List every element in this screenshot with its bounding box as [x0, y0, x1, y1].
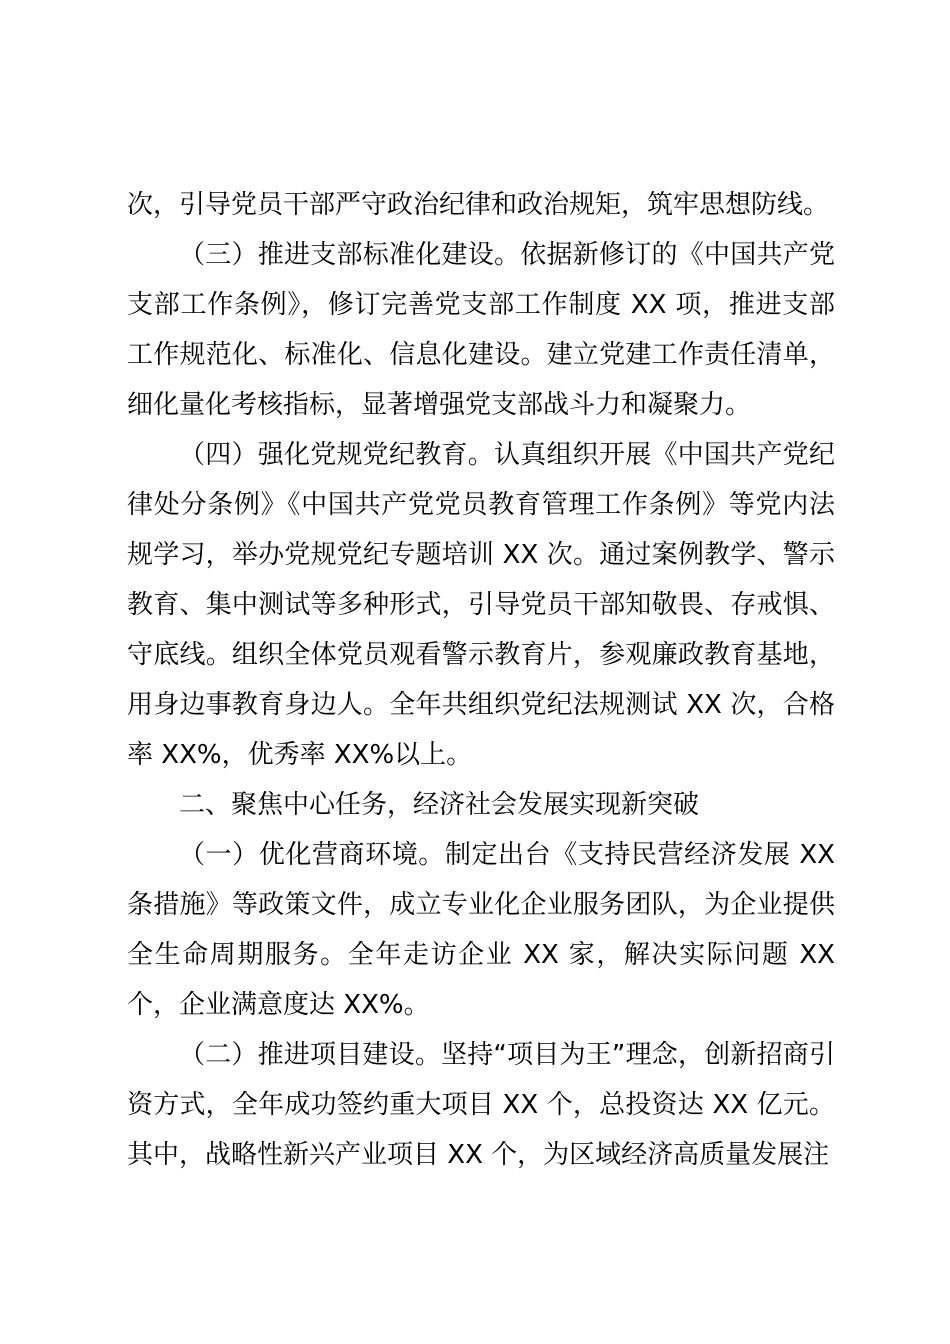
paragraph-section-3: （三）推进支部标准化建设。依据新修订的《中国共产党支部工作条例》，修订完善党支部工作制度 XX 项，推进支部工作规范化、标准化、信息化建设。建立党建工作责任清单，细化量化考核指标，显著增强党支部战斗力和凝聚力。 [127, 240, 835, 420]
document-body [127, 180, 835, 1180]
paragraph-subsection-1: （一）优化营商环境。制定出台《支持民营经济发展 XX 条措施》等政策文件，成立专业化企业服务团队，为企业提供全生命周期服务。全年走访企业 XX 家，解决实际问题 XX 个，企业满意度达 XX%。 [127, 840, 835, 1020]
section-heading-2: 二、聚焦中心任务，经济社会发展实现新突破 [179, 790, 700, 820]
paragraph-section-4: （四）强化党规党纪教育。认真组织开展《中国共产党纪律处分条例》《中国共产党党员教育管理工作条例》等党内法规学习，举办党规党纪专题培训 XX 次。通过案例教学、警示教育、集中测试等多种形式，引导党员干部知敬畏、存戒惧、守底线。组织全体党员观看警示教育片，参观廉政教育基地，用身边事教育身边人。全年共组织党纪法规测试 XX 次，合格率 XX%，优秀率 XX%以上。 [127, 440, 835, 770]
paragraph-subsection-2: （二）推进项目建设。坚持“项目为王”理念，创新招商引资方式，全年成功签约重大项目 XX 个，总投资达 XX 亿元。其中，战略性新兴产业项目 XX 个，为区域经济高质量发展注 [127, 1040, 835, 1170]
paragraph-continuation: 次，引导党员干部严守政治纪律和政治规矩，筑牢思想防线。 [127, 190, 830, 220]
